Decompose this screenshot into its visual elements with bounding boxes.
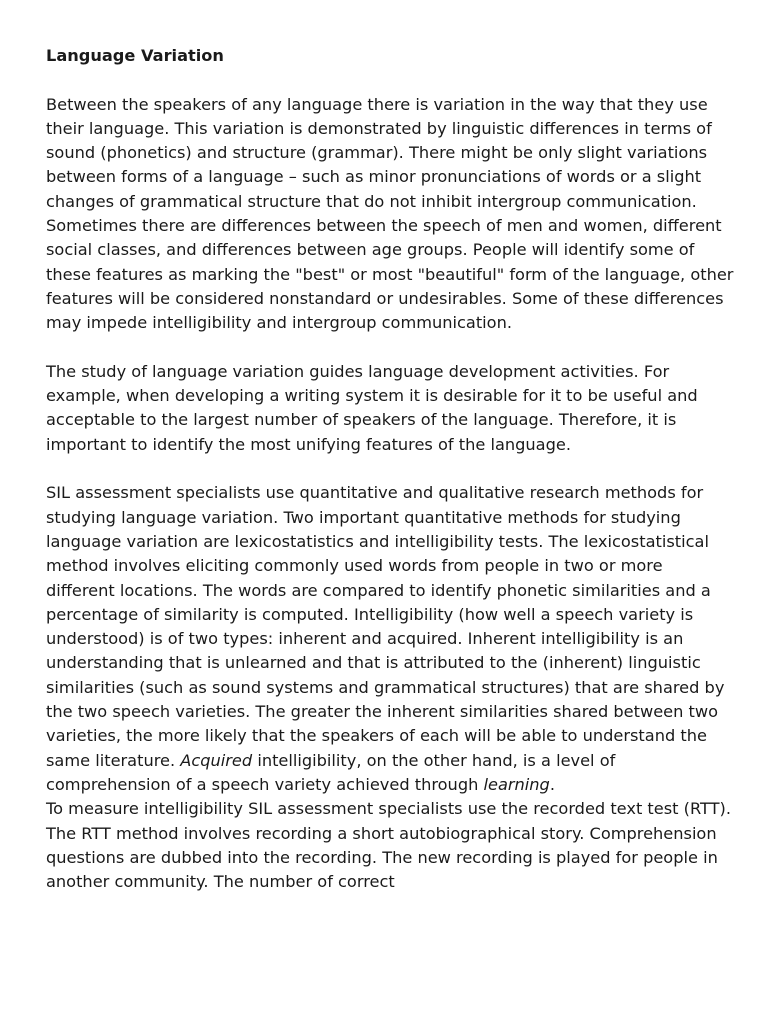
- paragraph-recorded-text-test: To measure intelligibility SIL assessment specialists use the recorded text test (RTT). The RTT method involves recording a short autobiographical story. Comprehension questions are dubbed into the recording. The new recording is played for people in another community. The number of correct: [46, 799, 732, 892]
- paragraph-text-segment: SIL assessment specialists use quantitative and qualitative research methods for studying language variation. Two important quantitative methods for studying language variation are lexicostatistics and intelligibility tests. The lexicostatistical method involves eliciting commonly used words from people in two or more different locations. The words are compared to identify phonetic similarities and a percentage of similarity is computed. Intelligibility (how well a speech variety is understood) is of two types: inherent and acquired. Inherent intelligibility is an understanding that is unlearned and that is attributed to the (inherent) linguistic similarities (such as sound systems and grammatical structures) that are shared by the two speech varieties. The greater the inherent similarities shared between two varieties, the more likely that the speakers of each will be able to understand the same literature.: [46, 483, 725, 770]
- paragraph-language-development: The study of language variation guides language development activities. For example, when developing a writing system it is desirable for it to be useful and acceptable to the largest number of speakers of the language. Therefore, it is important to identify the most unifying features of the language.: [46, 361, 698, 454]
- paragraph-variation-intro: Between the speakers of any language there is variation in the way that they use their language. This variation is demonstrated by linguistic differences in terms of sound (phonetics) and structure (grammar). There might be only slight variations between forms of a language – such as minor pronunciations of words or a slight changes of grammatical structure that do not inhibit intergroup communication. Sometimes there are differences between the speech of men and women, different social classes, and differences between age groups. People will identify some of these features as marking the "best" or most "beautiful" form of the language, other features will be considered nonstandard or undesirables. Some of these differences may impede intelligibility and intergroup communication.: [46, 94, 734, 333]
- emphasis-acquired: Acquired: [180, 750, 253, 770]
- paragraph-assessment-methods: [46, 481, 736, 797]
- document-title: Language Variation: [46, 46, 224, 65]
- document-page: [46, 44, 736, 894]
- emphasis-learning: learning: [483, 774, 550, 794]
- paragraph-text-segment: intelligibility, on the other hand, is a level of comprehension of a speech variety achieved through: [46, 750, 616, 794]
- paragraph-text-segment: .: [549, 774, 555, 794]
